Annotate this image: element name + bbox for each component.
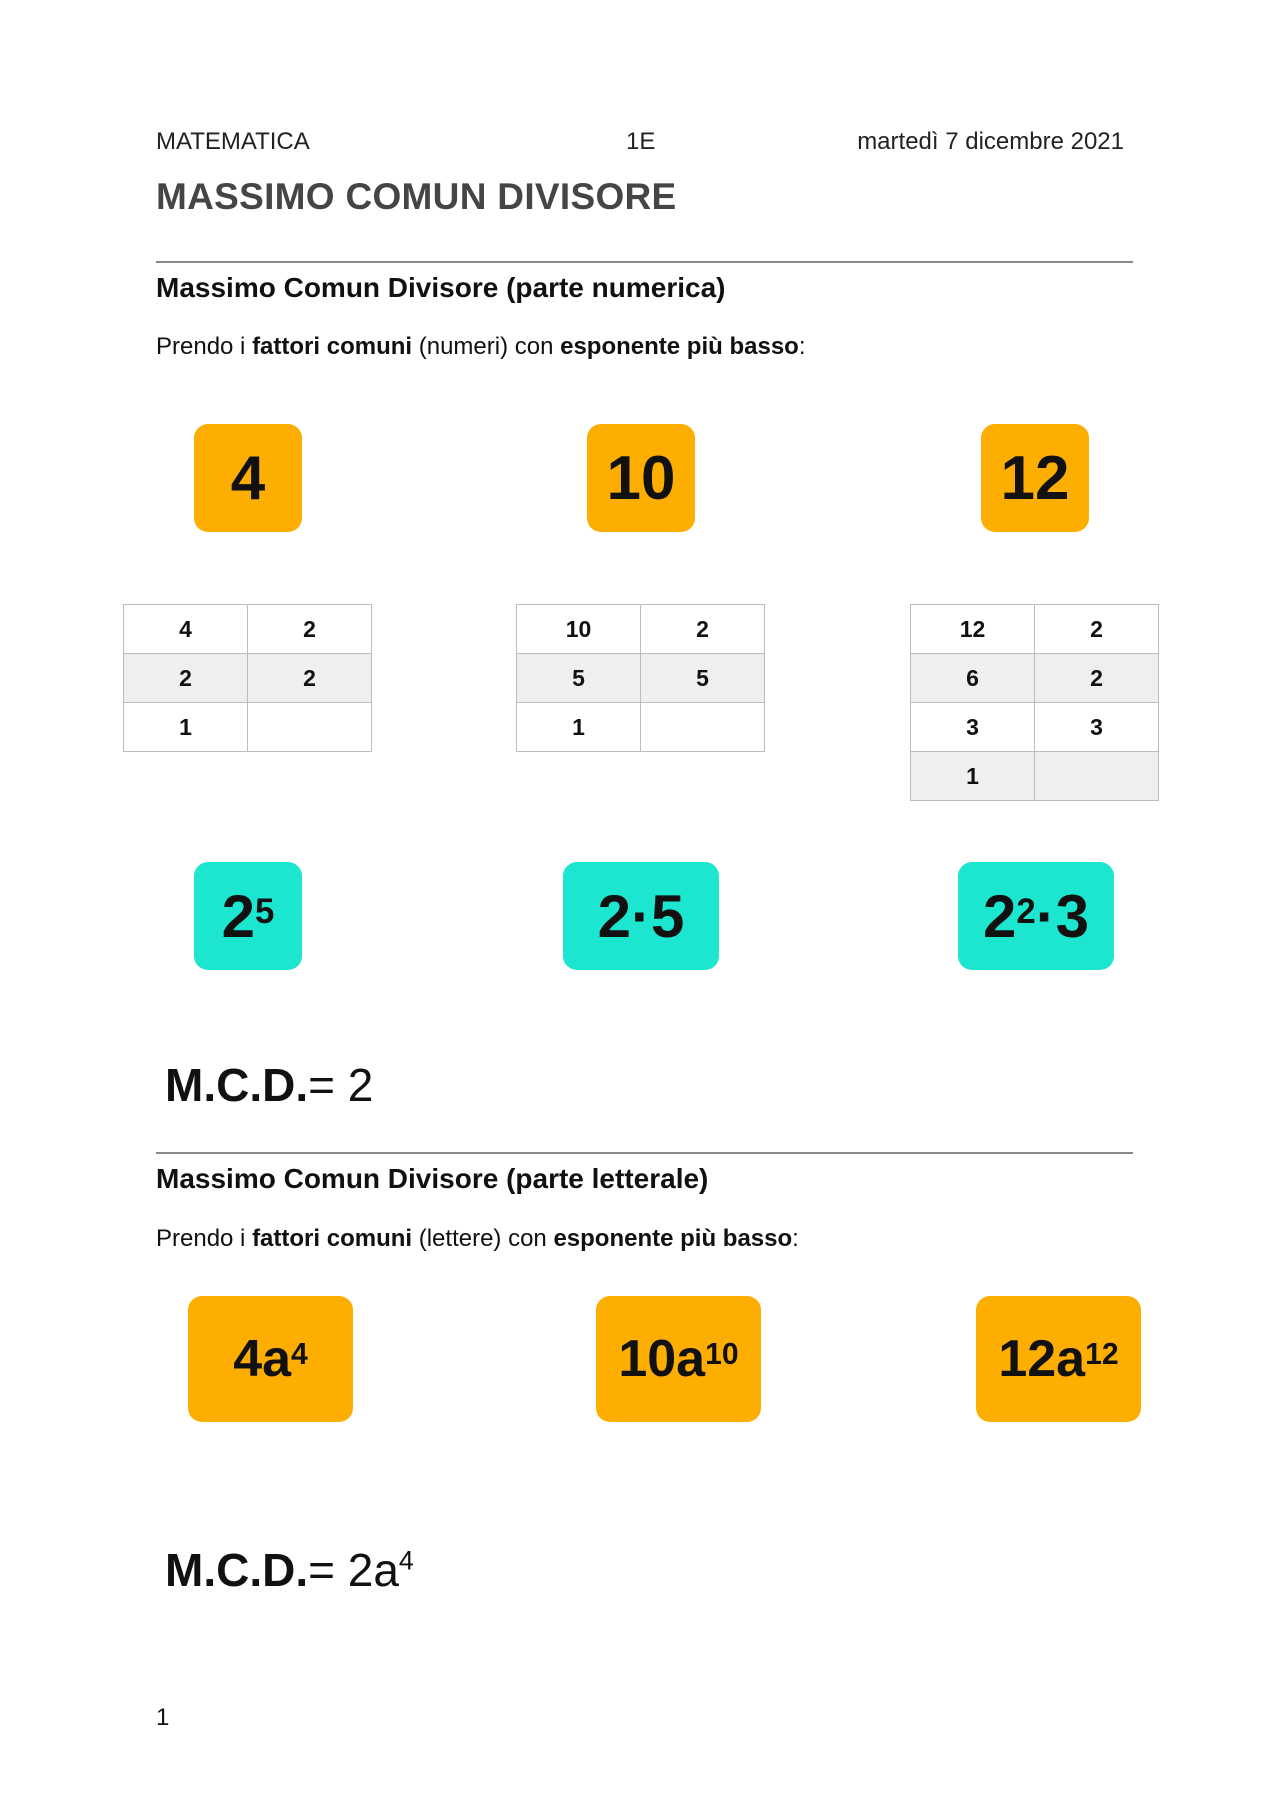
intro-bold: esponente più basso: [560, 333, 799, 360]
table-cell: 2: [1035, 605, 1159, 654]
table-row: [124, 605, 372, 654]
mcd-value: = 2: [308, 1059, 374, 1111]
table-cell: 3: [911, 703, 1035, 752]
table-cell: 2: [248, 654, 372, 703]
table-cell: [248, 703, 372, 752]
date-label: martedì 7 dicembre 2021: [857, 128, 1124, 155]
table-row: [911, 605, 1159, 654]
number-box-4: 4: [194, 424, 302, 532]
mcd-value: = 2a: [308, 1544, 399, 1596]
number-box-10: 10: [587, 424, 695, 532]
factorization-box-4: 2 $^5$: [194, 862, 302, 970]
table-cell: [1035, 752, 1159, 801]
mcd-numeric-result: [165, 1058, 373, 1112]
mcd-label: M.C.D.: [165, 1544, 309, 1596]
intro-bold: fattori comuni: [252, 333, 413, 360]
table-row: [124, 703, 372, 752]
factor-table-10: [516, 604, 765, 752]
term-base: 4a: [233, 1330, 292, 1388]
table-row: [911, 752, 1159, 801]
table-cell: 5: [517, 654, 641, 703]
mcd-exponent: 4: [398, 1545, 414, 1576]
factor-table-4: [123, 604, 372, 752]
term-base: 10a: [618, 1330, 706, 1388]
term-box-12a12: 12a $^{12}$: [976, 1296, 1141, 1422]
factorization-box-10: [563, 862, 719, 970]
table-cell: 1: [911, 752, 1035, 801]
intro-text: :: [798, 333, 806, 360]
table-row: [911, 703, 1159, 752]
factor-base: 2: [221, 882, 255, 950]
page-title: MASSIMO COMUN DIVISORE: [156, 176, 677, 217]
literal-section-heading: Massimo Comun Divisore (parte letterale): [156, 1163, 709, 1194]
table-row: [911, 654, 1159, 703]
table-cell: 12: [911, 605, 1035, 654]
table-cell: 5: [641, 654, 765, 703]
intro-bold: fattori comuni: [252, 1225, 413, 1252]
term-base: 12a: [998, 1330, 1086, 1388]
term-box-10a10: 10a $^{10}$: [596, 1296, 761, 1422]
table-cell: 10: [517, 605, 641, 654]
literal-intro: [156, 1225, 799, 1253]
table-row: [517, 703, 765, 752]
table-cell: 2: [248, 605, 372, 654]
intro-text: Prendo i: [156, 1225, 253, 1252]
mcd-literal-result: [165, 1543, 414, 1597]
intro-text: (lettere) con: [412, 1225, 554, 1252]
page-number: 1: [156, 1704, 170, 1731]
number-box-12: 12: [981, 424, 1089, 532]
factor-base: 2·5: [597, 882, 685, 950]
divider-numeric: [156, 261, 1133, 263]
factor-base: 2: [982, 882, 1017, 950]
mcd-label: M.C.D.: [165, 1059, 309, 1111]
table-cell: 3: [1035, 703, 1159, 752]
divider-literal: [156, 1152, 1133, 1154]
table-row: [124, 654, 372, 703]
numeric-intro: [156, 333, 806, 361]
term-box-4a4: 4a $^4$: [188, 1296, 353, 1422]
table-cell: 2: [1035, 654, 1159, 703]
table-cell: 4: [124, 605, 248, 654]
subject-label: MATEMATICA: [156, 128, 310, 155]
factorization-box-12: 2 $^2$ ·3: [958, 862, 1114, 970]
numeric-section-heading: Massimo Comun Divisore (parte numerica): [156, 272, 726, 303]
factor-rest: ·3: [1035, 882, 1090, 950]
intro-text: (numeri) con: [412, 333, 561, 360]
intro-bold: esponente più basso: [553, 1225, 793, 1252]
intro-text: Prendo i: [156, 333, 253, 360]
table-row: [517, 654, 765, 703]
factor-table-12: [910, 604, 1159, 801]
class-label: 1E: [626, 128, 656, 155]
table-cell: 1: [124, 703, 248, 752]
table-cell: 2: [641, 605, 765, 654]
table-cell: 1: [517, 703, 641, 752]
intro-text: :: [792, 1225, 799, 1252]
table-cell: 6: [911, 654, 1035, 703]
table-cell: [641, 703, 765, 752]
table-row: [517, 605, 765, 654]
table-cell: 2: [124, 654, 248, 703]
